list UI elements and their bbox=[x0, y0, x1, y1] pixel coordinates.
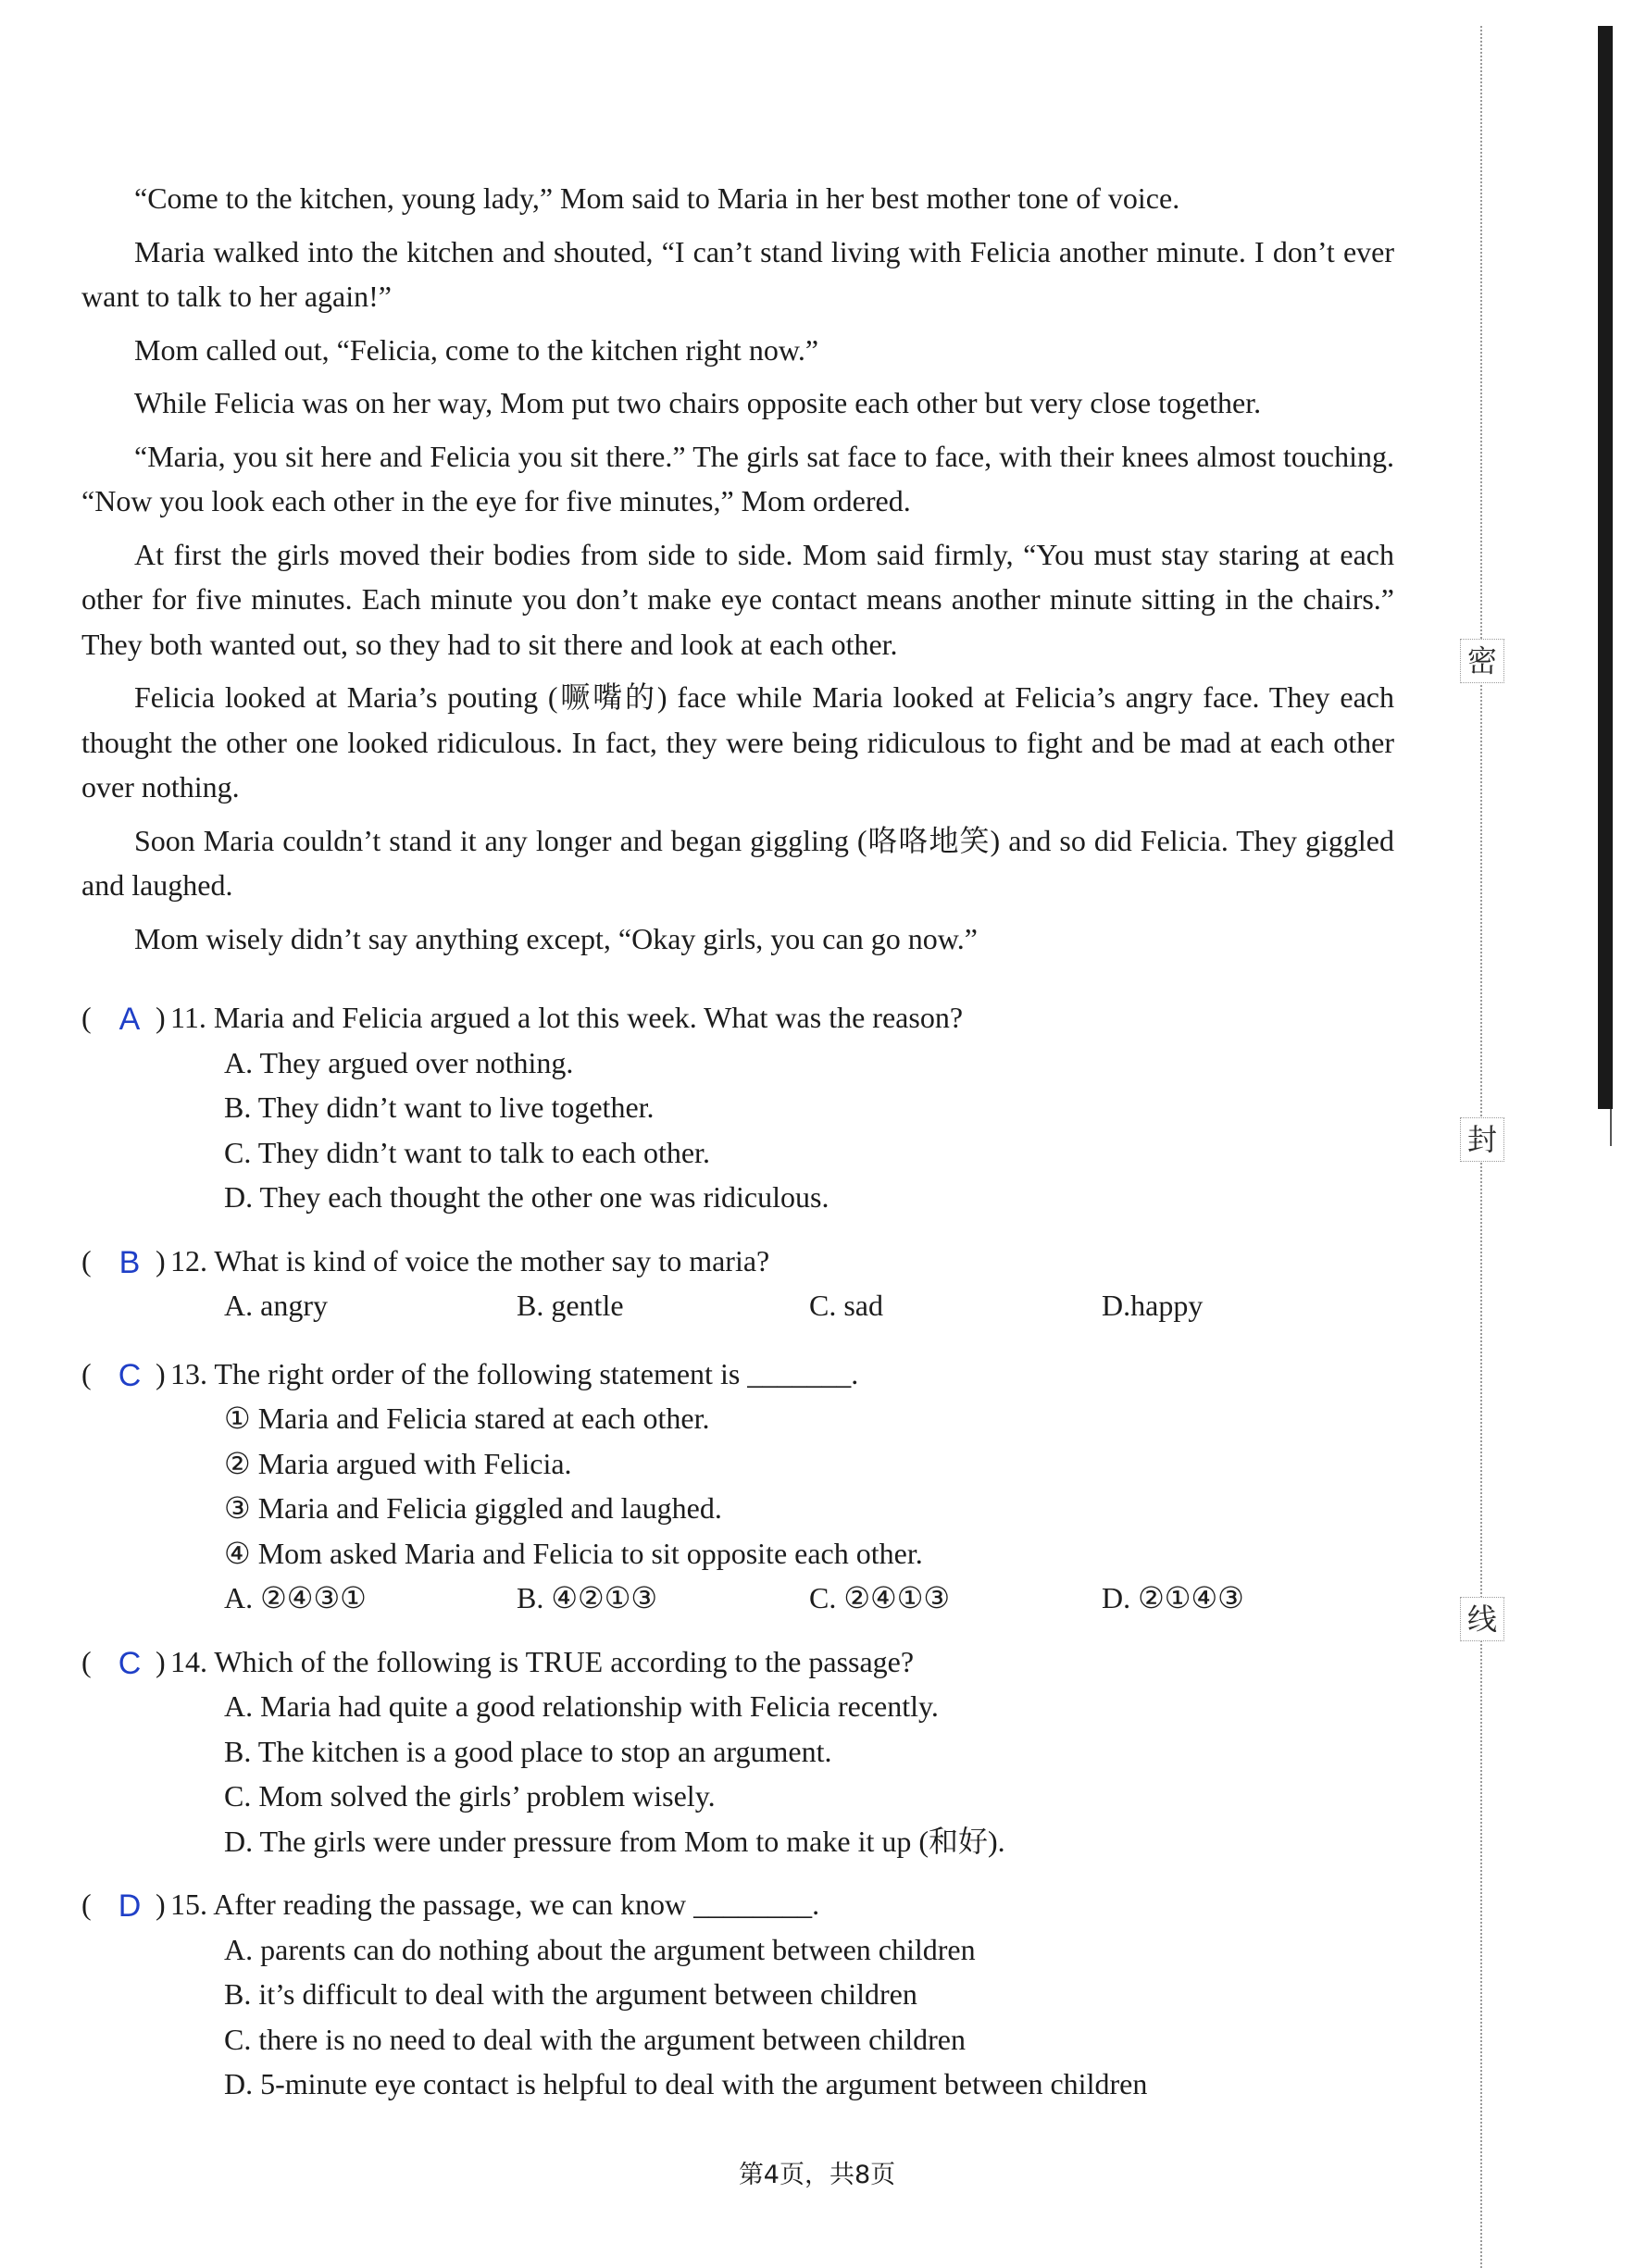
question-13-option-d: D. ②①④③ bbox=[1102, 1581, 1244, 1614]
question-12-options bbox=[81, 1283, 1394, 1328]
question-14-option-d: D. The girls were under pressure from Mom to make it up (和好). bbox=[224, 1824, 1005, 1858]
passage-paragraph-9: Mom wisely didn’t say anything except, “Okay girls, you can go now.” bbox=[134, 921, 978, 955]
question-15 bbox=[81, 1882, 1394, 2107]
passage-paragraph-5: “Maria, you sit here and Felicia you sit there.” The girls sat face to face, with their knees almost touching. “Now you look each other in the eye for five minutes,” Mom ordered. bbox=[81, 439, 1394, 517]
question-14-option-c: C. Mom solved the girls’ problem wisely. bbox=[224, 1779, 716, 1813]
question-14-stem bbox=[81, 1639, 1394, 1685]
question-12-text: 12. What is kind of voice the mother say to maria? bbox=[170, 1243, 770, 1277]
passage-paragraph-6: At first the girls moved their bodies from side to side. Mom said firmly, “You must stay staring at each other for five minutes. Each minute you don’t make eye contact means another minute sitting in the chairs.” They both wanted out, so they had to sit there and look at each other. bbox=[81, 537, 1394, 661]
answer-paren-open: ( bbox=[81, 1888, 92, 1921]
answer-paren-close: ) bbox=[156, 1644, 166, 1678]
question-13-answer: C bbox=[118, 1357, 142, 1393]
question-12-stem bbox=[81, 1239, 1394, 1284]
answer-paren-open: ( bbox=[81, 1001, 92, 1034]
question-14 bbox=[81, 1639, 1394, 1864]
binding-label-feng: 封 bbox=[1460, 1117, 1504, 1162]
passage-paragraph-2: Maria walked into the kitchen and shouted, “I can’t stand living with Felicia another minute. I don’t ever want to talk to her again!” bbox=[81, 234, 1394, 313]
answer-paren-close: ) bbox=[156, 1001, 166, 1034]
question-11-text: 11. Maria and Felicia argued a lot this week. What was the reason? bbox=[170, 1001, 964, 1034]
question-13-options bbox=[81, 1576, 1394, 1621]
answer-paren-open: ( bbox=[81, 1644, 92, 1678]
question-14-text: 14. Which of the following is TRUE according to the passage? bbox=[170, 1644, 915, 1678]
scan-edge-bar bbox=[1598, 26, 1613, 1109]
binding-label-mi: 密 bbox=[1460, 639, 1504, 683]
binding-label-xian: 线 bbox=[1460, 1597, 1504, 1641]
question-15-option-c: C. there is no need to deal with the argument between children bbox=[224, 2022, 966, 2056]
question-11-option-d: D. They each thought the other one was ridiculous. bbox=[224, 1180, 829, 1214]
passage-paragraph-7: Felicia looked at Maria’s pouting (噘嘴的) face while Maria looked at Felicia’s angry face. They each thought the other one looked ridiculous. In fact, they were being ridiculous to fight and be mad at each other over nothing. bbox=[81, 680, 1394, 804]
question-13-option-b: B. ④②①③ bbox=[517, 1581, 658, 1614]
question-12 bbox=[81, 1239, 1394, 1328]
question-14-answer: C bbox=[118, 1645, 142, 1681]
question-14-option-a: A. Maria had quite a good relationship with Felicia recently. bbox=[224, 1689, 939, 1723]
question-15-stem bbox=[81, 1882, 1394, 1927]
question-13-text: 13. The right order of the following statement is _______. bbox=[170, 1356, 859, 1390]
question-13-statement-4: ④ Mom asked Maria and Felicia to sit opposite each other. bbox=[224, 1536, 923, 1570]
question-11-option-a: A. They argued over nothing. bbox=[224, 1045, 574, 1079]
passage-paragraph-8: Soon Maria couldn’t stand it any longer and began giggling (咯咯地笑) and so did Felicia. They giggled and laughed. bbox=[81, 823, 1394, 902]
question-11-option-c: C. They didn’t want to talk to each other. bbox=[224, 1135, 710, 1169]
question-list bbox=[81, 995, 1394, 2125]
answer-paren-close: ) bbox=[156, 1888, 166, 1921]
question-13 bbox=[81, 1352, 1394, 1621]
answer-paren-close: ) bbox=[156, 1356, 166, 1390]
question-11-answer: A bbox=[118, 1002, 141, 1037]
question-12-option-a: A. angry bbox=[224, 1289, 328, 1322]
question-15-option-a: A. parents can do nothing about the argument between children bbox=[224, 1932, 976, 1966]
question-11 bbox=[81, 995, 1394, 1220]
question-12-option-d: D.happy bbox=[1102, 1289, 1204, 1322]
reading-passage bbox=[81, 176, 1394, 969]
passage-paragraph-3: Mom called out, “Felicia, come to the kitchen right now.” bbox=[134, 332, 819, 367]
question-13-option-a: A. ②④③① bbox=[224, 1581, 367, 1614]
question-13-statement-3: ③ Maria and Felicia giggled and laughed. bbox=[224, 1491, 722, 1525]
passage-paragraph-1: “Come to the kitchen, young lady,” Mom said to Maria in her best mother tone of voice. bbox=[134, 181, 1180, 215]
question-15-option-d: D. 5-minute eye contact is helpful to deal with the argument between children bbox=[224, 2067, 1148, 2100]
question-15-text: 15. After reading the passage, we can know ________. bbox=[170, 1888, 820, 1921]
answer-paren-close: ) bbox=[156, 1243, 166, 1277]
question-13-option-c: C. ②④①③ bbox=[809, 1581, 951, 1614]
question-12-option-b: B. gentle bbox=[517, 1289, 624, 1322]
question-13-statement-2: ② Maria argued with Felicia. bbox=[224, 1446, 572, 1480]
scan-edge-bar-tail bbox=[1610, 1109, 1612, 1146]
question-15-option-b: B. it’s difficult to deal with the argument between children bbox=[224, 1977, 917, 2011]
question-14-option-b: B. The kitchen is a good place to stop an argument. bbox=[224, 1734, 832, 1768]
question-15-answer: D bbox=[118, 1888, 142, 1924]
page-number-footer: 第4页，共8页 bbox=[738, 2161, 896, 2189]
question-12-option-c: C. sad bbox=[809, 1289, 883, 1322]
question-13-stem bbox=[81, 1352, 1394, 1397]
question-13-statement-1: ① Maria and Felicia stared at each other. bbox=[224, 1402, 710, 1435]
question-11-stem bbox=[81, 995, 1394, 1041]
answer-paren-open: ( bbox=[81, 1243, 92, 1277]
passage-paragraph-4: While Felicia was on her way, Mom put two chairs opposite each other but very close together. bbox=[134, 386, 1262, 419]
question-11-option-b: B. They didn’t want to live together. bbox=[224, 1090, 655, 1124]
answer-paren-open: ( bbox=[81, 1356, 92, 1390]
question-12-answer: B bbox=[118, 1244, 141, 1280]
